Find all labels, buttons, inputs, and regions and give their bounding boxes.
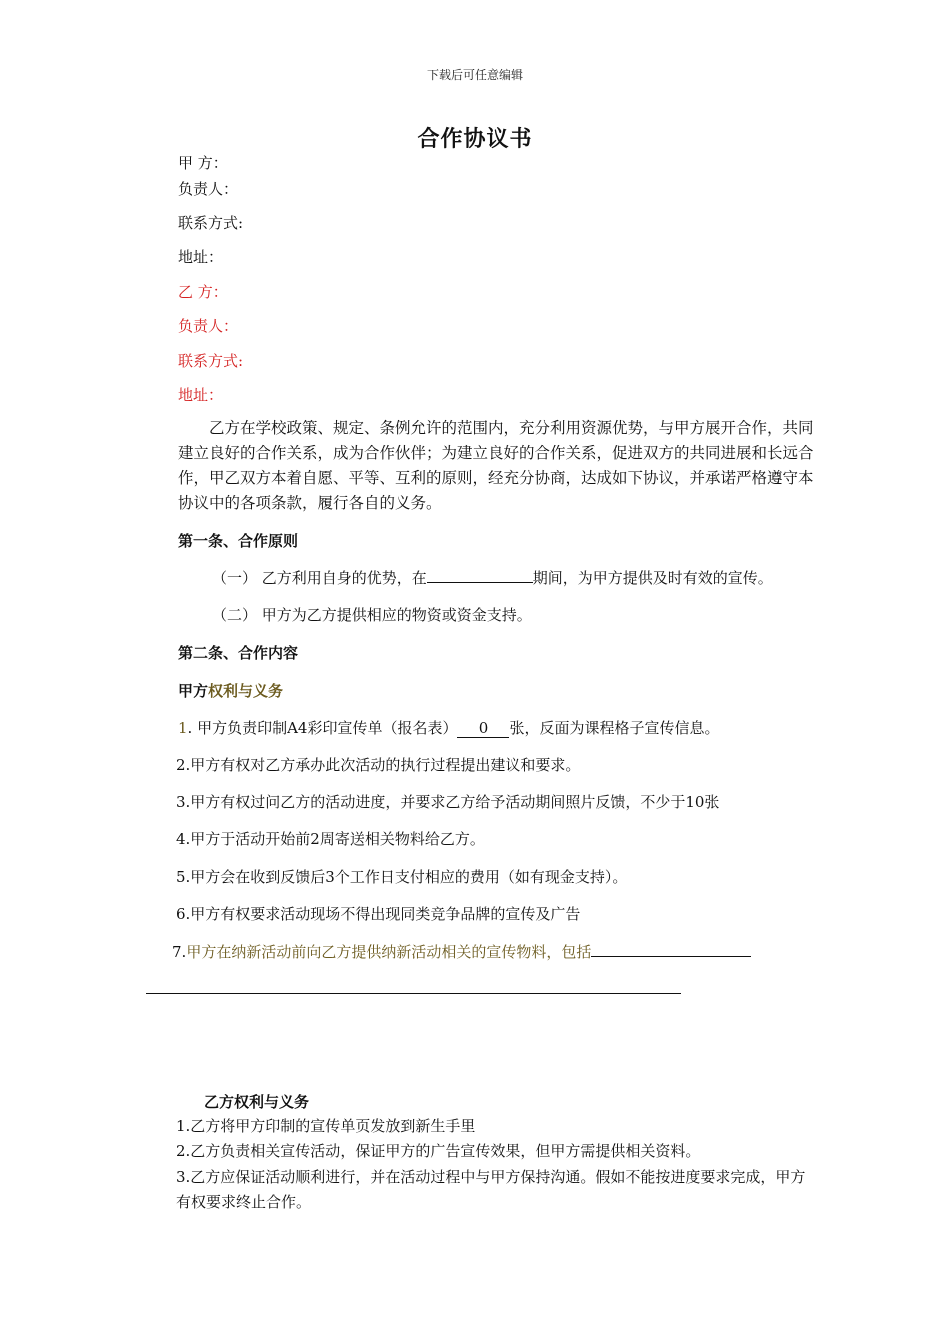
party-a-rights-heading-suffix: 权利与义务 [208,682,284,700]
party-b-rights-heading: 乙方权利与义务 [204,1093,310,1111]
party-a-item-7 [172,941,751,962]
party-a-item-2: 2.甲方有权对乙方承办此次活动的执行过程提出建议和要求。 [176,756,581,774]
party-b-address: 地址： [178,386,224,404]
party-b-label: 乙 方： [178,283,228,301]
party-b-item-2: 2.乙方负责相关宣传活动，保证甲方的广告宣传效果，但甲方需提供相关资料。 [176,1142,701,1160]
party-a-label: 甲 方： [178,154,228,172]
leaflet-quantity: 0 [457,719,509,738]
party-a-item-6: 6.甲方有权要求活动现场不得出现同类竞争品牌的宣传及广告 [176,905,581,923]
party-a-item-3: 3.甲方有权过问乙方的活动进度，并要求乙方给予活动期间照片反馈，不少于10张 [176,793,720,811]
party-b-contact-info: 联系方式: [178,352,244,370]
party-a-rights-heading-prefix: 甲方 [178,682,209,700]
party-a-rights-heading [178,680,283,701]
party-a-contact-info: 联系方式: [178,214,244,232]
party-a-item-1-suffix: 张，反面为课程格子宣传信息。 [509,719,720,737]
article-1-item-1 [212,567,773,588]
document-title: 合作协议书 [417,127,533,152]
party-a-item-1-prefix: . 甲方负责印制A4彩印宣传单（报名表） [187,719,458,737]
party-a-item-1 [178,717,719,738]
party-a-item-5: 5.甲方会在收到反馈后3个工作日支付相应的费用（如有现金支持）。 [176,868,628,886]
period-blank [427,567,533,583]
party-a-address: 地址： [178,248,224,266]
intro-paragraph: 乙方在学校政策、规定、条例允许的范围内，充分利用资源优势，与甲方展开合作，共同建立良好的合作关系，成为合作伙伴；为建立良好的合作关系，促进双方的共同进展和长远合作，甲乙双方本着自愿、平等、互利的原则，经充分协商，达成如下协议，并承诺严格遵守本协议中的各项条款，履行各自的义务。 [178,419,814,512]
party-b-item-1: 1.乙方将甲方印制的宣传单页发放到新生手里 [176,1117,476,1135]
materials-blank [591,941,751,957]
party-a-item-7-text: 甲方在纳新活动前向乙方提供纳新活动相关的宣传物料，包括 [186,943,592,961]
article-2-heading: 第二条、合作内容 [178,644,299,662]
party-a-item-4: 4.甲方于活动开始前2周寄送相关物料给乙方。 [176,830,485,848]
article-1-item-1-suffix: 期间，为甲方提供及时有效的宣传。 [532,569,773,587]
article-1-item-2: （二） 甲方为乙方提供相应的物资或资金支持。 [212,606,532,624]
materials-continuation-line [146,993,681,994]
party-b-item-3: 3.乙方应保证活动顺利进行，并在活动过程中与甲方保持沟通。假如不能按进度要求完成，甲方有权要求终止合作。 [176,1168,806,1211]
article-1-heading: 第一条、合作原则 [178,532,299,550]
party-a-item-1-num: 1 [178,719,188,737]
party-a-contact-person: 负责人： [178,180,239,198]
article-1-item-1-prefix: （一） 乙方利用自身的优势，在 [212,569,427,587]
header-note: 下载后可任意编辑 [426,68,523,82]
party-a-item-7-num: 7. [172,943,187,961]
party-b-contact-person: 负责人： [178,317,239,335]
